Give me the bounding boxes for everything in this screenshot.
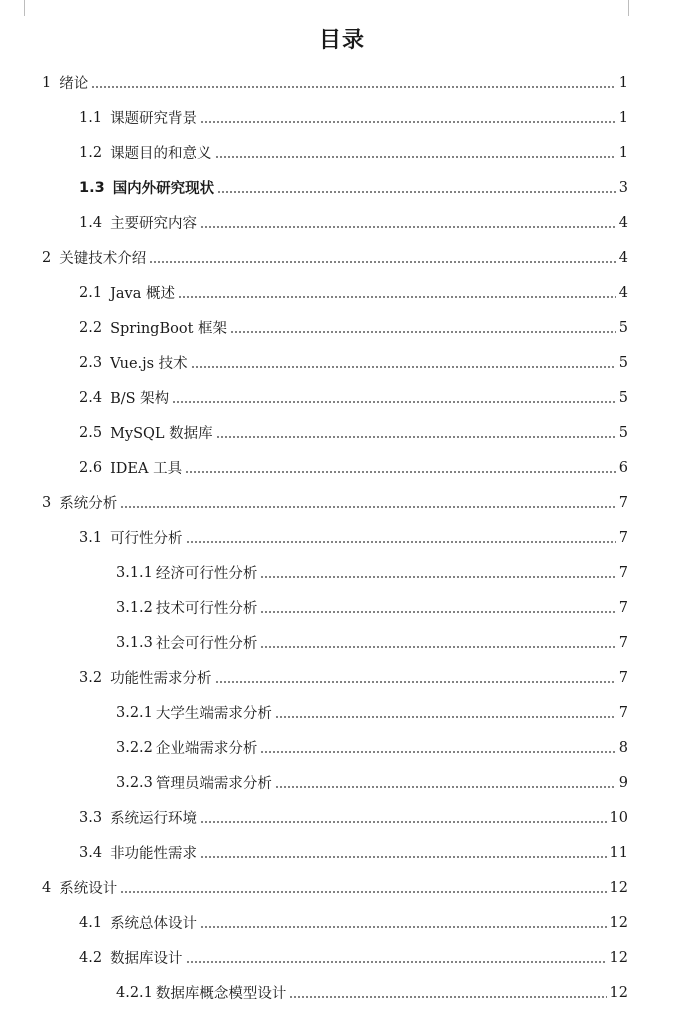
toc-entry-page-number: 7 <box>618 564 628 581</box>
toc-entry-page-number: 3 <box>618 179 628 196</box>
toc-entry-title: 管理员端需求分析 <box>155 776 272 792</box>
toc-entry-page-number: 6 <box>618 459 628 476</box>
toc-dot-leader <box>120 506 616 508</box>
toc-entry-number: 3.2.2 <box>116 739 153 756</box>
toc-entry-number: 4.2 <box>79 949 103 966</box>
toc-entry-title: 国内外研究现状 <box>112 181 215 197</box>
crop-mark-top-left <box>0 0 25 16</box>
toc-entry[interactable] <box>79 205 628 240</box>
toc-entry[interactable] <box>42 65 628 100</box>
toc-dot-leader <box>260 576 615 578</box>
toc-entry[interactable] <box>42 485 628 520</box>
toc-entry-number: 2.2 <box>79 319 103 336</box>
toc-entry-page-number: 12 <box>609 914 628 931</box>
toc-entry-title: 系统设计 <box>59 881 118 897</box>
toc-entry-page-number: 5 <box>618 354 628 371</box>
toc-entry-title: SpringBoot 框架 <box>110 321 228 337</box>
toc-entry[interactable] <box>79 940 628 975</box>
toc-entry[interactable] <box>79 135 628 170</box>
toc-entry-number: 3.1.2 <box>116 599 153 616</box>
toc-dot-leader <box>191 366 616 368</box>
toc-dot-leader <box>216 436 616 438</box>
toc-entry-page-number: 10 <box>609 809 628 826</box>
toc-entry-page-number: 4 <box>618 249 628 266</box>
toc-entry-title: 主要研究内容 <box>110 216 198 232</box>
toc-entry-number: 1.1 <box>79 109 103 126</box>
toc-entry[interactable] <box>79 100 628 135</box>
toc-entry[interactable] <box>79 450 628 485</box>
toc-entry-title: 技术可行性分析 <box>155 601 258 617</box>
toc-entry-number: 3.2 <box>79 669 103 686</box>
toc-entry-page-number: 4 <box>618 214 628 231</box>
toc-entry[interactable] <box>79 310 628 345</box>
toc-entry-page-number: 1 <box>618 109 628 126</box>
toc-entry-number: 2.3 <box>79 354 103 371</box>
toc-entry-number: 3.1 <box>79 529 103 546</box>
toc-entry-page-number: 8 <box>618 739 628 756</box>
toc-entry-number: 1.3 <box>79 179 105 196</box>
toc-entry[interactable] <box>79 380 628 415</box>
toc-entry-number: 4.2.1 <box>116 984 153 1001</box>
toc-entry-title: 经济可行性分析 <box>155 566 258 582</box>
toc-dot-leader <box>91 86 616 88</box>
toc-entry-page-number: 5 <box>618 319 628 336</box>
toc-entry[interactable] <box>79 835 628 870</box>
toc-dot-leader <box>200 121 616 123</box>
toc-dot-leader <box>215 156 616 158</box>
toc-entry-number: 1 <box>42 74 52 91</box>
toc-entry-title: 系统运行环境 <box>110 811 198 827</box>
toc-dot-leader <box>230 331 616 333</box>
toc-entry-number: 2.6 <box>79 459 103 476</box>
toc-entry-number: 3 <box>42 494 52 511</box>
toc-entry-number: 3.1.3 <box>116 634 153 651</box>
toc-entry-title: 系统分析 <box>59 496 118 512</box>
toc-entry-title: MySQL 数据库 <box>110 426 213 442</box>
toc-entry[interactable] <box>42 870 628 905</box>
toc-entry[interactable] <box>79 660 628 695</box>
toc-entry-page-number: 5 <box>618 424 628 441</box>
toc-entry-number: 1.2 <box>79 144 103 161</box>
toc-entry-page-number: 11 <box>609 844 628 861</box>
toc-dot-leader <box>186 541 616 543</box>
toc-entry-page-number: 7 <box>618 634 628 651</box>
toc-entry-page-number: 7 <box>618 704 628 721</box>
toc-entry[interactable] <box>42 240 628 275</box>
toc-entry-title: 课题目的和意义 <box>110 146 212 162</box>
toc-entry-number: 2 <box>42 249 52 266</box>
toc-entry-number: 1.4 <box>79 214 103 231</box>
toc-dot-leader <box>178 296 616 298</box>
toc-dot-leader <box>275 786 616 788</box>
toc-entry[interactable] <box>116 555 628 590</box>
toc-entry-title: 关键技术介绍 <box>59 251 147 267</box>
toc-dot-leader <box>186 961 607 963</box>
toc-entry-page-number: 5 <box>618 389 628 406</box>
toc-entry[interactable] <box>116 590 628 625</box>
toc-dot-leader <box>217 191 616 193</box>
toc-entry-title: 功能性需求分析 <box>110 671 212 687</box>
toc-entry-page-number: 1 <box>618 144 628 161</box>
toc-entry-title: Vue.js 技术 <box>110 356 188 372</box>
toc-dot-leader <box>260 751 615 753</box>
toc-entry-page-number: 9 <box>618 774 628 791</box>
toc-entry-title: B/S 架构 <box>110 391 170 407</box>
toc-entry-title: IDEA 工具 <box>110 461 183 477</box>
toc-entry[interactable] <box>79 800 628 835</box>
toc-entry[interactable] <box>116 730 628 765</box>
toc-dot-leader <box>200 226 616 228</box>
toc-entry-title: 绪论 <box>59 76 89 92</box>
toc-entry-title: 数据库设计 <box>110 951 183 967</box>
crop-mark-top-right <box>628 0 649 16</box>
toc-entry-page-number: 7 <box>618 529 628 546</box>
toc-entry-title: 社会可行性分析 <box>155 636 258 652</box>
toc-entry-number: 4 <box>42 879 52 896</box>
toc-entry[interactable] <box>116 765 628 800</box>
toc-entry-page-number: 12 <box>609 949 628 966</box>
toc-entry-page-number: 12 <box>609 879 628 896</box>
toc-entry-number: 3.4 <box>79 844 103 861</box>
toc-entry[interactable] <box>79 415 628 450</box>
toc-entry[interactable] <box>79 905 628 940</box>
toc-dot-leader <box>200 926 606 928</box>
toc-entry-title: 企业端需求分析 <box>155 741 258 757</box>
toc-entry[interactable] <box>79 520 628 555</box>
toc-entry-page-number: 1 <box>618 74 628 91</box>
toc-entry[interactable] <box>79 345 628 380</box>
toc-entry-number: 3.1.1 <box>116 564 153 581</box>
toc-dot-leader <box>185 471 616 473</box>
toc-entry-number: 2.1 <box>79 284 103 301</box>
toc-entry-number: 4.1 <box>79 914 103 931</box>
toc-entry-title: 课题研究背景 <box>110 111 198 127</box>
toc-entry-title: 大学生端需求分析 <box>155 706 272 722</box>
toc-dot-leader <box>149 261 616 263</box>
toc-dot-leader <box>275 716 616 718</box>
toc-dot-leader <box>260 646 615 648</box>
toc-dot-leader <box>289 996 606 998</box>
toc-dot-leader <box>200 856 606 858</box>
toc-entry-number: 3.3 <box>79 809 103 826</box>
toc-entry-page-number: 12 <box>609 984 628 1001</box>
toc-entry[interactable] <box>116 975 628 1010</box>
toc-entry-title: 非功能性需求 <box>110 846 198 862</box>
toc-entry-title: Java 概述 <box>110 286 175 302</box>
toc-entry-page-number: 7 <box>618 494 628 511</box>
toc-entry-number: 2.4 <box>79 389 103 406</box>
toc-entry-number: 3.2.3 <box>116 774 153 791</box>
toc-entry[interactable] <box>116 695 628 730</box>
toc-entry[interactable] <box>116 625 628 660</box>
toc-dot-leader <box>200 821 606 823</box>
toc-entry-title: 可行性分析 <box>110 531 183 547</box>
toc-dot-leader <box>260 611 615 613</box>
toc-dot-leader <box>120 891 606 893</box>
toc-entry-number: 3.2.1 <box>116 704 153 721</box>
toc-dot-leader <box>215 681 616 683</box>
toc-entry-page-number: 7 <box>618 669 628 686</box>
toc-entry[interactable] <box>79 170 628 205</box>
toc-entry-title: 系统总体设计 <box>110 916 198 932</box>
toc-entry[interactable] <box>79 275 628 310</box>
toc-entry-number: 2.5 <box>79 424 103 441</box>
toc-entry-page-number: 7 <box>618 599 628 616</box>
toc-title: 目录 <box>318 28 365 53</box>
toc-entry-title: 数据库概念模型设计 <box>155 986 287 1002</box>
toc-entry-page-number: 4 <box>618 284 628 301</box>
toc-dot-leader <box>172 401 616 403</box>
